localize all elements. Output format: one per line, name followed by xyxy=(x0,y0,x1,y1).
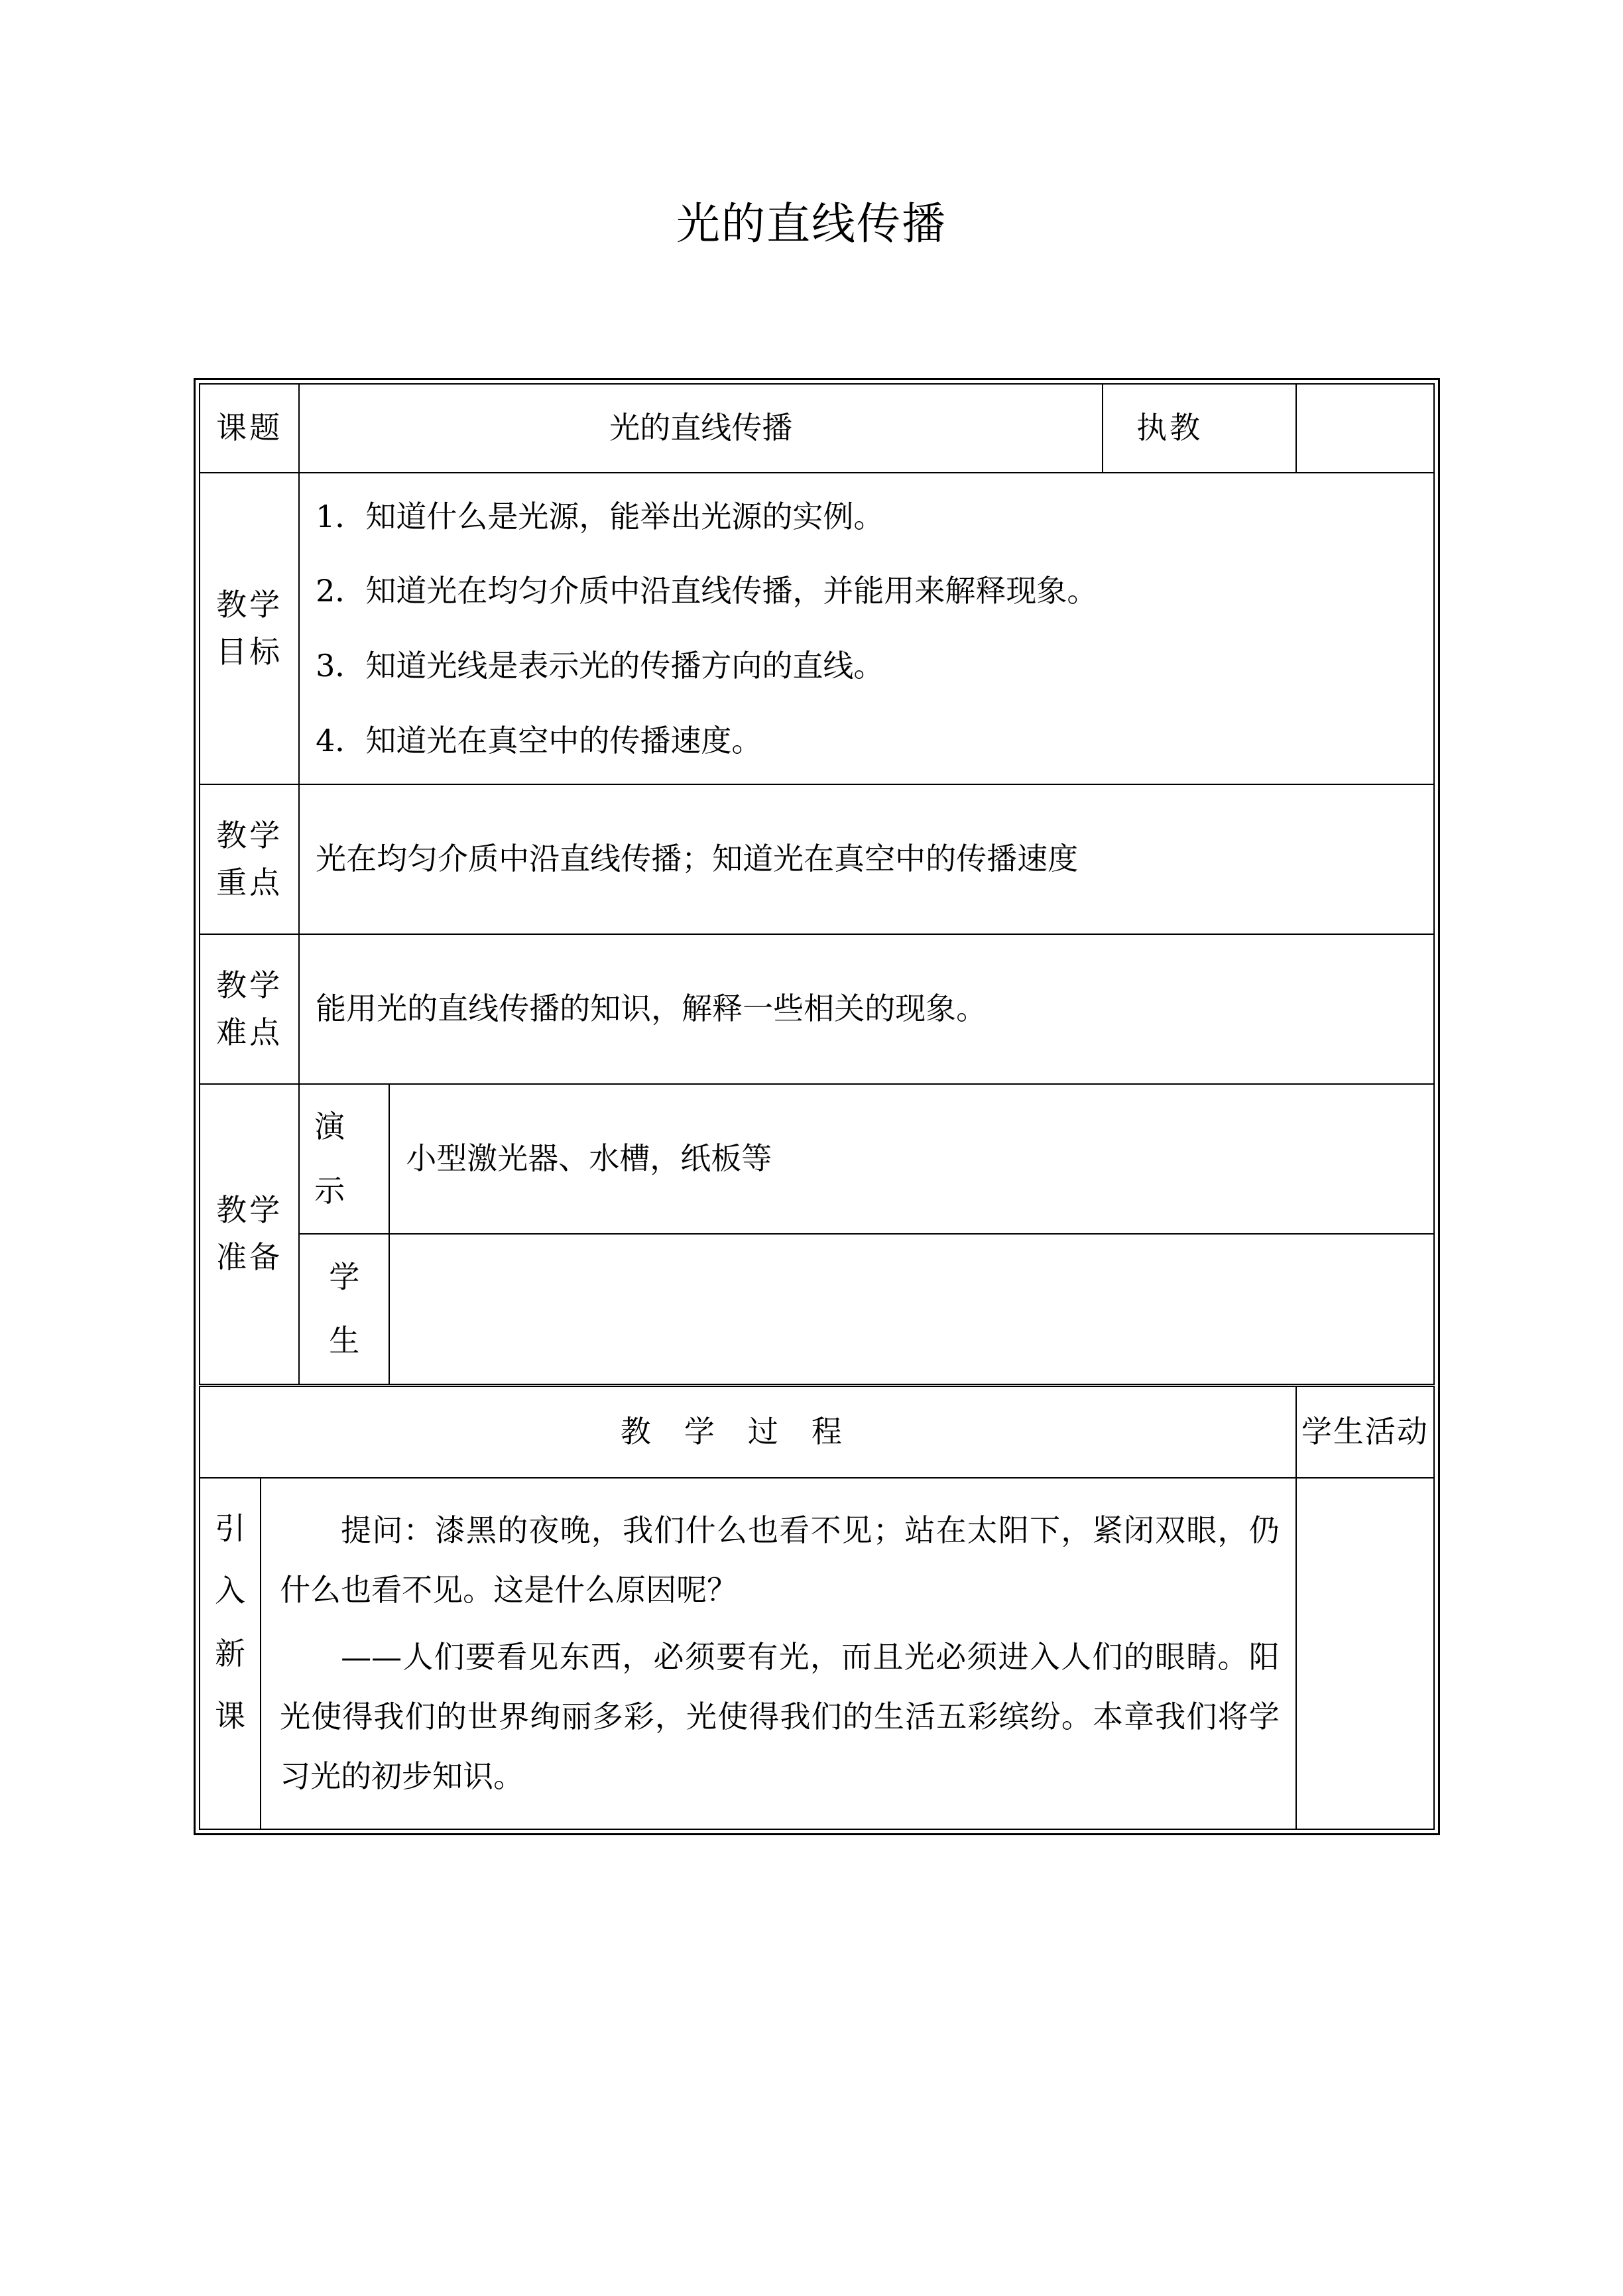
intro-paragraph-1: 提问：漆黑的夜晚，我们什么也看不见；站在太阳下，紧闭双眼，仍什么也看不见。这是什么原因呢？ xyxy=(280,1512,1280,1608)
objective-item-4: 4．知道光在真空中的传播速度。 xyxy=(316,722,762,758)
objective-item-3: 3．知道光线是表示光的传播方向的直线。 xyxy=(316,648,884,684)
objectives-label-line1: 教学 xyxy=(216,586,283,623)
difficulties-label xyxy=(200,934,299,1084)
objectives-content xyxy=(299,473,1434,784)
intro-content xyxy=(261,1478,1296,1829)
preparation-label-line1: 教学 xyxy=(216,1191,283,1228)
lesson-plan-grid xyxy=(199,383,1435,1830)
intro-label xyxy=(200,1478,261,1829)
key-points-label-line1: 教学 xyxy=(216,817,283,853)
demo-label-line1: 演 xyxy=(314,1109,345,1145)
preparation-student-row xyxy=(200,1234,1434,1385)
demo-label xyxy=(299,1084,389,1234)
student-label-line2: 生 xyxy=(329,1323,360,1359)
key-points-content: 光在均匀介质中沿直线传播；知道光在真空中的传播速度 xyxy=(299,784,1434,934)
objectives-label xyxy=(200,473,299,784)
intro-row xyxy=(200,1478,1434,1829)
key-points-row xyxy=(200,784,1434,934)
intro-label-char-1: 引 xyxy=(215,1510,246,1546)
key-points-label-line2: 重点 xyxy=(216,865,283,900)
difficulties-content: 能用光的直线传播的知识，解释一些相关的现象。 xyxy=(299,934,1434,1084)
teacher-value xyxy=(1296,384,1434,473)
difficulties-label-line2: 难点 xyxy=(216,1014,283,1050)
topic-label: 课题 xyxy=(200,384,299,473)
document-title: 光的直线传播 xyxy=(676,198,947,249)
key-points-label xyxy=(200,784,299,934)
student-label xyxy=(299,1234,389,1385)
activity-header: 学生活动 xyxy=(1296,1385,1434,1478)
demo-label-line2: 示 xyxy=(314,1173,345,1209)
student-label-line1: 学 xyxy=(329,1258,360,1295)
process-header-row xyxy=(200,1385,1434,1478)
objectives-row xyxy=(200,473,1434,784)
teacher-label: 执教 xyxy=(1103,384,1295,473)
preparation-label xyxy=(200,1084,299,1385)
process-header: 教学过程 xyxy=(200,1385,1296,1478)
topic-row xyxy=(200,384,1434,473)
student-content xyxy=(389,1234,1434,1385)
preparation-label-line2: 准备 xyxy=(216,1239,283,1276)
preparation-demo-row xyxy=(200,1084,1434,1234)
intro-label-char-4: 课 xyxy=(215,1697,246,1734)
objective-item-1: 1．知道什么是光源，能举出光源的实例。 xyxy=(316,498,884,534)
lesson-plan-table xyxy=(194,378,1440,1835)
intro-label-char-2: 入 xyxy=(215,1573,246,1609)
topic-value: 光的直线传播 xyxy=(299,384,1103,473)
objective-item-2: 2．知道光在均匀介质中沿直线传播，并能用来解释现象。 xyxy=(316,573,1098,609)
objectives-label-line2: 目标 xyxy=(216,634,283,670)
difficulties-label-line1: 教学 xyxy=(216,967,283,1003)
intro-activity xyxy=(1296,1478,1434,1829)
difficulties-row xyxy=(200,934,1434,1084)
demo-content: 小型激光器、水槽，纸板等 xyxy=(389,1084,1434,1234)
intro-paragraph-2: ——人们要看见东西，必须要有光，而且光必须进入人们的眼睛。阳光使得我们的世界绚丽多彩，光使得我们的生活五彩缤纷。本章我们将学习光的初步知识。 xyxy=(280,1639,1280,1794)
intro-label-char-3: 新 xyxy=(215,1635,246,1671)
